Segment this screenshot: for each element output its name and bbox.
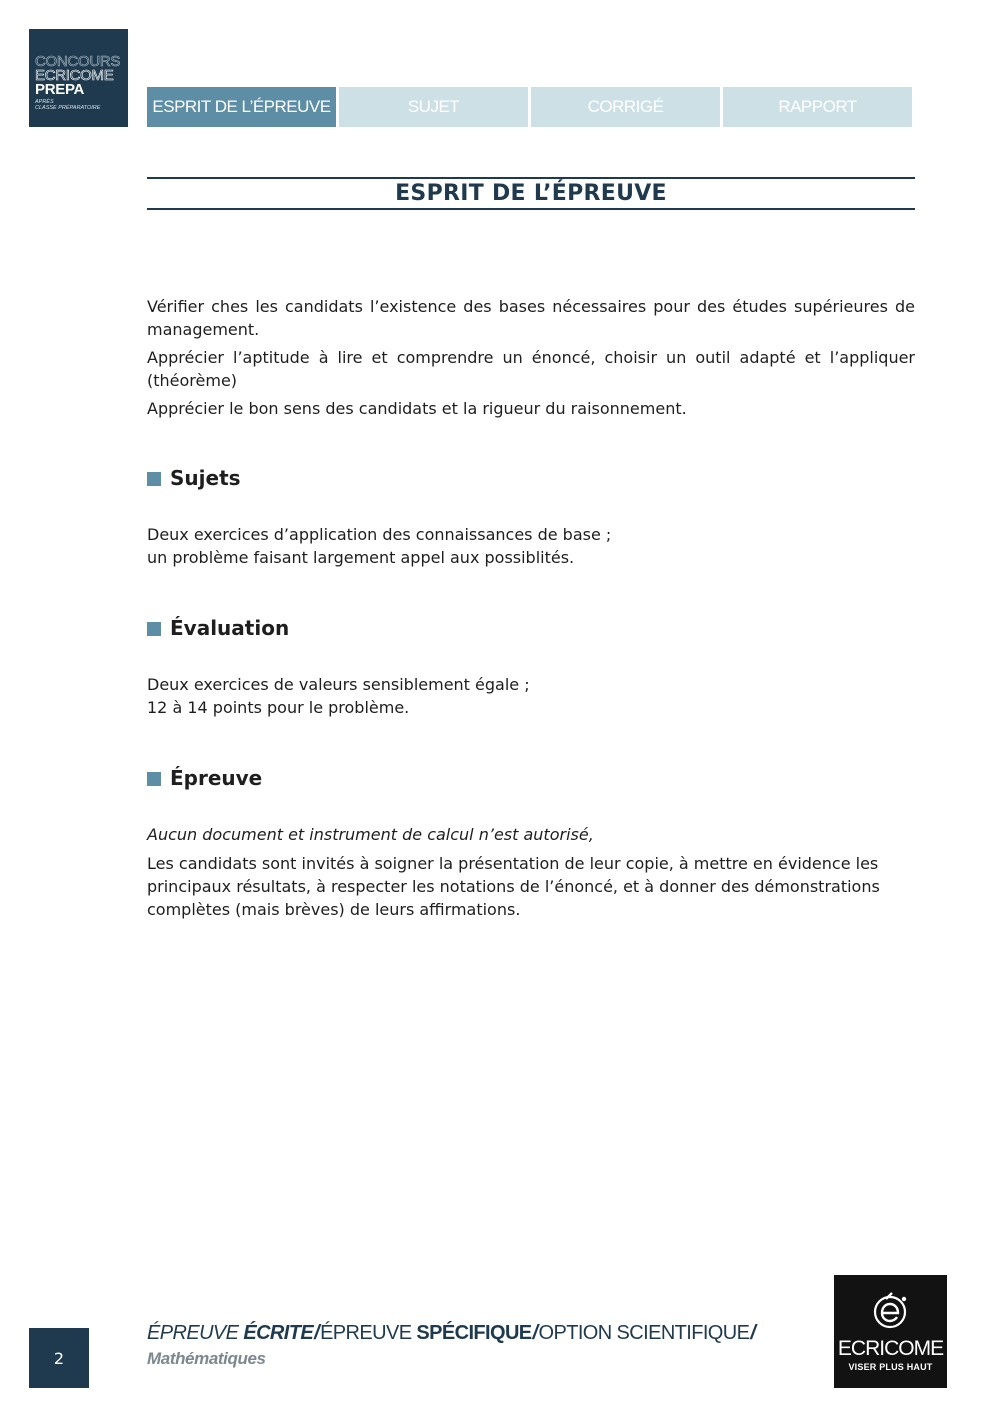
tab-sujet[interactable]: SUJET [339,87,528,127]
square-bullet-icon [147,622,161,636]
section-title: Épreuve [170,766,263,790]
tab-rapport[interactable]: RAPPORT [723,87,912,127]
intro-text [147,295,915,425]
section-tabs [147,87,912,127]
footer-part1-b: ÉCRITE [243,1322,314,1344]
logo-subtitle-line2: CLASSE PRÉPARATOIRE [35,105,101,111]
footer-subject: Mathématiques [147,1349,266,1368]
ecricome-e-icon [872,1289,910,1331]
intro-paragraph: Apprécier le bon sens des candidats et la rigueur du raisonnement. [147,399,687,418]
footer-separator: / [750,1322,756,1344]
footer-separator: / [532,1322,538,1344]
logo-line-prepa: PREPA [35,81,85,98]
logo-subtitle-line1: APRÈS [35,99,54,105]
section-body [147,823,915,921]
brand-name: ECRICOME [837,1337,944,1360]
section-italic-line: Aucun document et instrument de calcul n’est autorisé, [147,825,594,844]
page-title-bar [147,177,915,210]
section-title: Sujets [170,466,241,490]
section-paragraph: Les candidats sont invités à soigner la présentation de leur copie, à mettre en évidence les principaux résultats, à respecter les notations de l’énoncé, et à donner des démonstrations complètes (mais brèves) de leurs affirmations. [147,854,880,919]
section-line: un problème faisant largement appel aux possiblités. [147,548,575,567]
tab-corrige[interactable]: CORRIGÉ [531,87,720,127]
section-body [147,673,915,719]
footer-separator: / [314,1322,320,1344]
footer-label [147,1322,756,1369]
section-sujets [147,465,915,569]
page-title: ESPRIT DE L’ÉPREUVE [395,181,667,206]
logo-line-concours: CONCOURS [35,53,121,70]
footer-part2-b: SPÉCIFIQUE [416,1322,532,1344]
section-heading [147,615,915,641]
footer-exam-type [147,1322,756,1345]
ecricome-brand-logo [834,1275,947,1388]
section-line: 12 à 14 points pour le problème. [147,698,410,717]
footer-part2-a: ÉPREUVE [320,1322,417,1344]
square-bullet-icon [147,772,161,786]
section-epreuve [147,765,915,921]
intro-paragraph: Apprécier l’aptitude à lire et comprendre un énoncé, choisir un outil adapté et l’appliquer (théorème) [147,348,915,390]
section-heading [147,765,915,791]
tab-esprit-de-l-epreuve[interactable]: ESPRIT DE L’ÉPREUVE [147,87,336,127]
section-line: Deux exercices de valeurs sensiblement égale ; [147,675,530,694]
section-evaluation [147,615,915,719]
footer-part1-a: ÉPREUVE [147,1322,244,1344]
concours-logo [29,29,128,127]
section-line: Deux exercices d’application des connaissances de base ; [147,525,612,544]
page-number: 2 [29,1328,89,1388]
brand-tagline: VISER PLUS HAUT [848,1362,933,1372]
footer-part3: OPTION SCIENTIFIQUE [538,1322,750,1344]
logo-line-ecricome: ECRICOME [35,67,114,84]
logo-subtitle [35,99,128,111]
intro-paragraph: Vérifier ches les candidats l’existence des bases nécessaires pour des études supérieures de management. [147,297,915,339]
section-body [147,523,915,569]
section-heading [147,465,915,491]
square-bullet-icon [147,472,161,486]
section-title: Évaluation [170,616,290,640]
